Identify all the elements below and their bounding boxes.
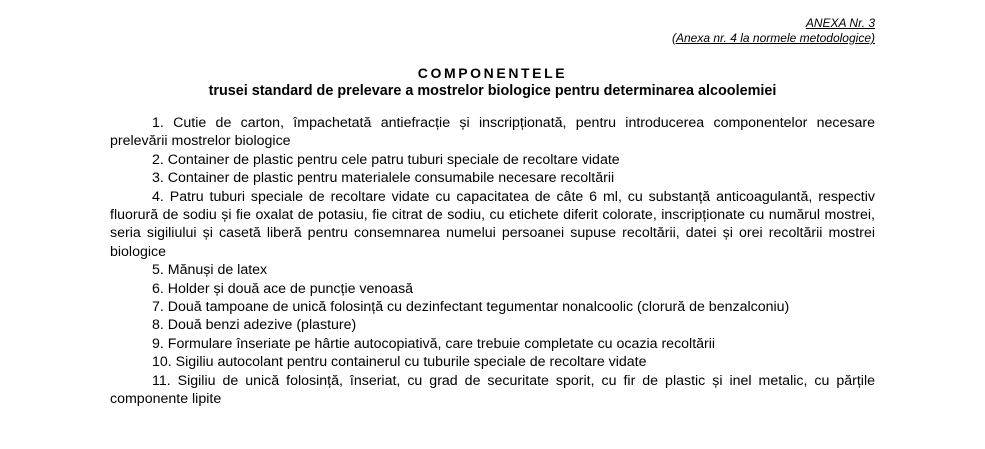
list-item: 5. Mănuși de latex	[152, 262, 268, 279]
annex-reference	[672, 16, 875, 46]
annex-number: ANEXA Nr. 3	[805, 16, 875, 30]
list-item: 4. Patru tuburi speciale de recoltare vidate cu capacitatea de câte 6 ml, cu substanță anticoagulantă, respectiv fluorură de sodiu și fie oxalat de potasiu, fie citrat de sodiu, cu etichete diferit colorate, inscripționate cu numărul mostrei, seria sigiliului și casetă liberă pentru consemnarea numelui persoanei supuse recoltării, datei și orei recoltării mostrei biologice	[110, 188, 875, 260]
list-item: 7. Două tampoane de unică folosință cu dezinfectant tegumentar nonalcoolic (clorură de benzalconiu)	[152, 299, 790, 316]
list-item: 6. Holder și două ace de puncție venoasă	[152, 280, 414, 297]
list-item: 3. Container de plastic pentru materialele consumabile necesare recoltării	[152, 170, 615, 187]
document-heading	[110, 64, 875, 100]
components-list	[110, 114, 875, 409]
list-item: 2. Container de plastic pentru cele patru tuburi speciale de recoltare vidate	[152, 151, 620, 168]
list-item: 1. Cutie de carton, împachetată antiefracție și inscripționată, pentru introducerea componentelor necesare prelevării mostrelor biologice	[110, 115, 875, 150]
list-item: 9. Formulare înseriate pe hârtie autocopiativă, care trebuie completate cu ocazia recoltării	[152, 335, 716, 352]
list-item: 10. Sigiliu autocolant pentru containerul cu tuburile speciale de recoltare vidate	[152, 354, 647, 371]
document-title: COMPONENTELE	[417, 65, 568, 81]
list-item: 11. Sigiliu de unică folosință, înseriat, cu grad de securitate sporit, cu fir de plastic și inel metalic, cu părțile componente lipite	[110, 372, 875, 408]
document-subtitle: trusei standard de prelevare a mostrelor biologice pentru determinarea alcoolemiei	[208, 83, 777, 99]
annex-source: (Anexa nr. 4 la normele metodologice)	[672, 31, 875, 45]
list-item: 8. Două benzi adezive (plasture)	[152, 317, 357, 334]
